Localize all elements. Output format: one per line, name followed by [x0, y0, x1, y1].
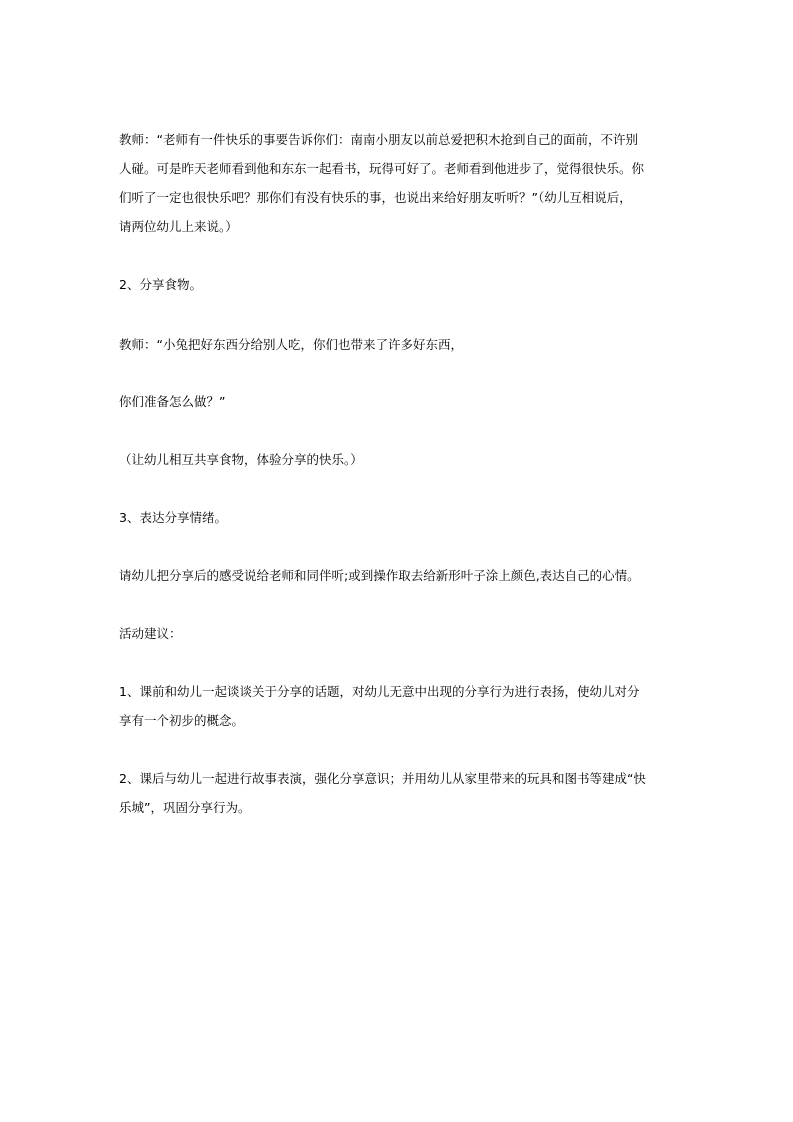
paragraph-teacher-story — [119, 125, 679, 241]
text-line: 你们准备怎么做？” — [119, 394, 226, 409]
text-line: 乐城”，巩固分享行为。 — [119, 800, 251, 815]
section-heading-share-food — [119, 270, 679, 299]
text-line: 2、课后与幼儿一起进行故事表演，强化分享意识；并用幼儿从家里带来的玩具和图书等建成“快 — [119, 771, 646, 786]
paragraph-how-to-do — [119, 387, 679, 416]
paragraph-teacher-rabbit — [119, 330, 679, 359]
section-heading-express-feelings — [119, 503, 679, 532]
paragraph-suggestion-1 — [119, 677, 679, 735]
paragraph-suggestion-2 — [119, 764, 679, 822]
text-line: 们听了一定也很快乐吧？那你们有没有快乐的事，也说出来给好朋友听听？”（幼儿互相说后， — [119, 190, 632, 205]
text-line: 3、表达分享情绪。 — [119, 510, 227, 525]
text-line: 请幼儿把分享后的感受说给老师和同伴听;或到操作取去给新形叶子涂上颜色,表达自己的心情。 — [119, 568, 640, 583]
paragraph-share-food-note — [119, 445, 679, 474]
text-line: 人碰。可是昨天老师看到他和东东一起看书，玩得可好了。老师看到他进步了，觉得很快乐。你 — [119, 161, 645, 176]
text-line: 教师：“小兔把好东西分给别人吃，你们也带来了许多好东西， — [119, 337, 463, 352]
text-line: 教师：“老师有一件快乐的事要告诉你们：南南小朋友以前总爱把积木抢到自己的面前，不许别 — [119, 132, 638, 147]
section-heading-activity-suggestions — [119, 619, 679, 648]
text-line: 请两位幼儿上来说。） — [119, 219, 238, 234]
text-line: 享有一个初步的概念。 — [119, 713, 245, 728]
text-line: 2、分享食物。 — [119, 277, 202, 292]
text-line: 活动建议： — [119, 626, 182, 641]
text-line: （让幼儿相互共享食物，体验分享的快乐。） — [119, 452, 363, 467]
text-line: 1、课前和幼儿一起谈谈关于分享的话题，对幼儿无意中出现的分享行为进行表扬，使幼儿对分 — [119, 684, 640, 699]
paragraph-express-feelings — [119, 561, 679, 590]
